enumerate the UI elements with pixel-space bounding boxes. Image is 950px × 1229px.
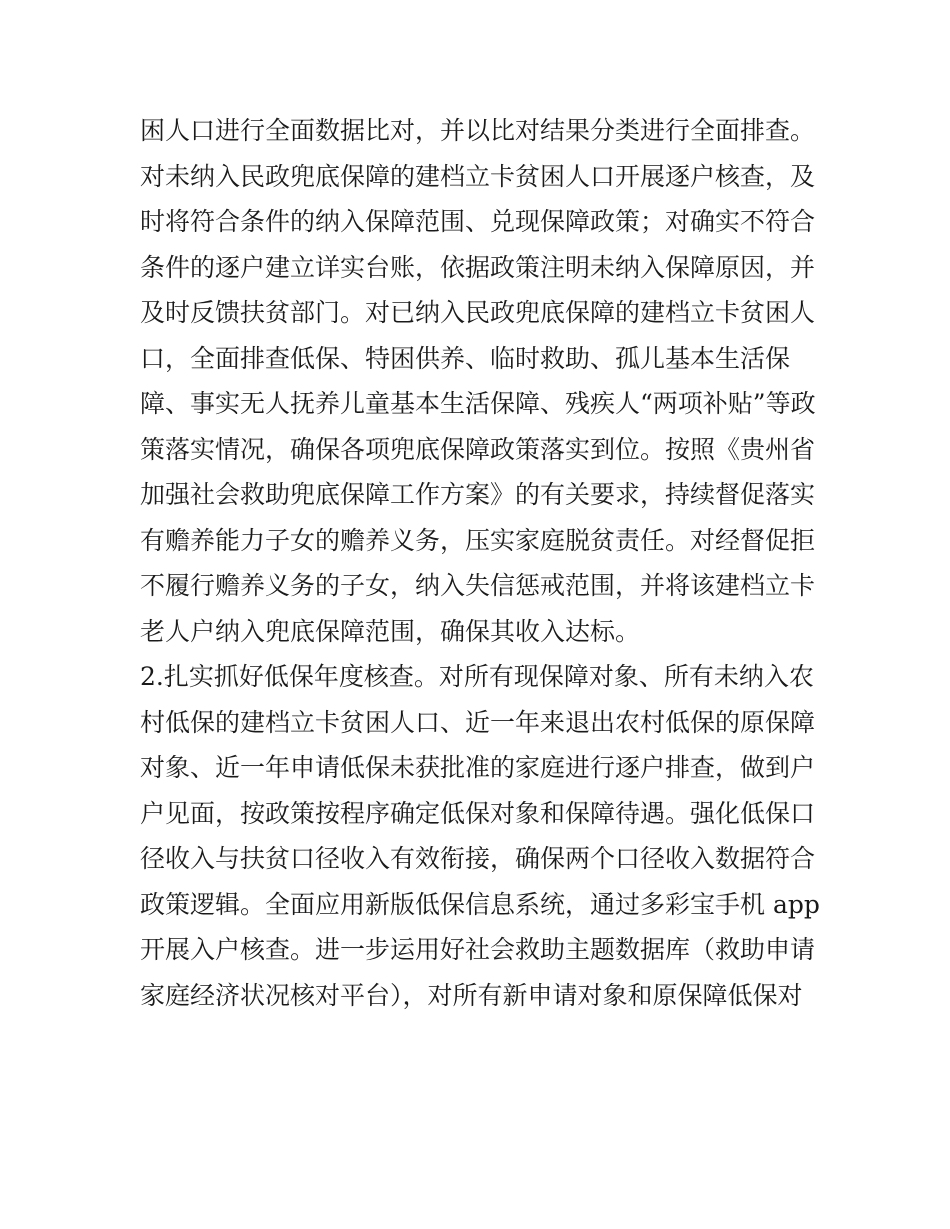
text-line-1: 困人口进行全面数据比对，并以比对结果分类进行全面排查。: [140, 116, 816, 145]
text-line-13: 2.扎实抓好低保年度核查。对所有现保障对象、所有未纳入农: [140, 662, 814, 691]
text-line-12: 老人户纳入兜底保障范围，确保其收入达标。: [140, 616, 641, 646]
text-line-5: 及时反馈扶贫部门。对已纳入民政兜底保障的建档立卡贫困人: [140, 298, 816, 327]
text-line-7: 障、事实无人抚养儿童基本生活保障、残疾人“两项补贴”等政: [140, 389, 816, 418]
text-line-10: 有赡养能力子女的赡养义务，压实家庭脱贫责任。对经督促拒: [140, 525, 816, 555]
text-line-18: 政策逻辑。全面应用新版低保信息系统，通过多彩宝手机 app: [140, 889, 820, 919]
text-line-15: 对象、近一年申请低保未获批准的家庭进行逐户排查，做到户: [140, 753, 816, 782]
text-line-14: 村低保的建档立卡贫困人口、近一年来退出农村低保的原保障: [140, 707, 816, 737]
text-line-16: 户见面，按政策按程序确定低保对象和保障待遇。强化低保口: [140, 798, 816, 828]
text-line-8: 策落实情况，确保各项兜底保障政策落实到位。按照《贵州省: [140, 434, 816, 464]
text-line-17: 径收入与扶贫口径收入有效衔接，确保两个口径收入数据符合: [140, 844, 816, 873]
text-line-20: 家庭经济状况核对平台），对所有新申请对象和原保障低保对: [140, 980, 803, 1010]
text-line-11: 不履行赡养义务的子女，纳入失信惩戒范围，并将该建档立卡: [140, 571, 816, 600]
text-line-6: 口，全面排查低保、特困供养、临时救助、孤儿基本生活保: [140, 343, 791, 373]
text-line-19: 开展入户核查。进一步运用好社会救助主题数据库（救助申请: [140, 935, 816, 964]
text-line-3: 时将符合条件的纳入保障范围、兑现保障政策；对确实不符合: [140, 207, 816, 236]
body-text: [140, 108, 820, 1018]
text-line-2: 对未纳入民政兜底保障的建档立卡贫困人口开展逐户核查，及: [140, 161, 816, 191]
text-line-9: 加强社会救助兜底保障工作方案》的有关要求，持续督促落实: [140, 480, 816, 509]
text-line-4: 条件的逐户建立详实台账，依据政策注明未纳入保障原因，并: [140, 252, 816, 282]
